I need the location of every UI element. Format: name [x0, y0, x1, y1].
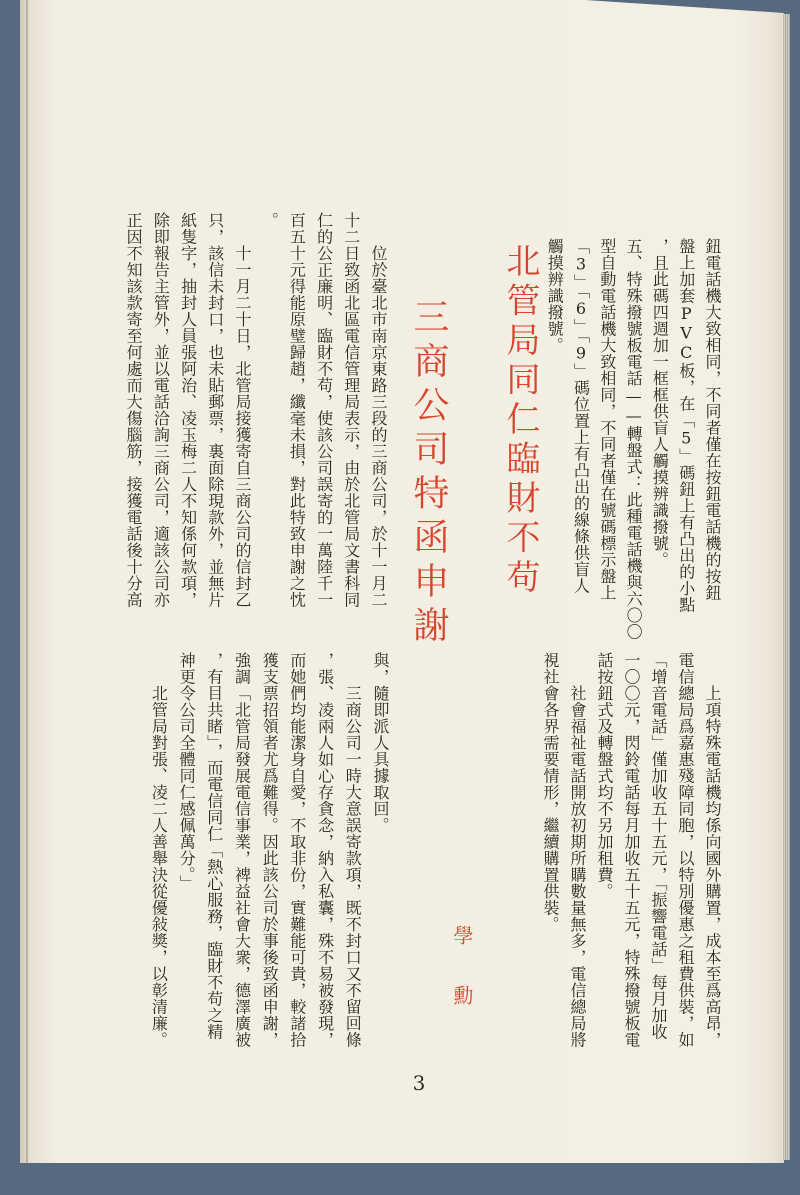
text-column: 五、特殊撥號板電話——轉盤式：此種電話機與六〇〇: [624, 238, 644, 640]
text-column: 一〇〇元，閃鈴電話每月加收五十五元，特殊撥號板電: [622, 652, 641, 1048]
text-column: 觸摸辨識撥號。: [545, 238, 565, 354]
text-column: 「3」「6」「9」碼位置上有凸出的線條供盲人: [571, 238, 591, 594]
text-column: 三商公司一時大意誤寄款項，既不封口又不留回條: [343, 685, 363, 1048]
article-subtitle: 三商公司特函申謝: [408, 298, 449, 650]
text-column: 除即報告主管外，並以電話洽詢三商公司，適該公司亦: [151, 212, 171, 608]
prev-article-upper-text: [541, 238, 725, 640]
article-title: 北管局同仁臨財不苟: [500, 243, 540, 599]
page-gutter: [26, 0, 28, 1163]
text-column: 而她們均能潔身自愛，不取非份，實難能可貴，較諸拾: [287, 652, 307, 1048]
article-lower-text: [145, 652, 394, 1048]
text-column: 位於臺北市南京東路三段的三商公司，於十一月二: [369, 245, 388, 608]
page-number: 3: [412, 1071, 426, 1095]
text-column: 話按鈕式及轉盤式均不另加租費。: [595, 652, 614, 900]
text-column: 神更令公司全體同仁感佩萬分。」: [177, 652, 197, 892]
author-name: 學 勳: [450, 925, 474, 1013]
text-column: ，且此碼四週加一框框供盲人觸摸辨識撥號。: [650, 238, 670, 568]
text-column: 只，該信未封口，也未貼郵票，裏面除現款外，並無片: [205, 212, 225, 608]
text-column: 百五十元得能原璧歸趙，纖毫未損，對此特致申謝之忱: [287, 212, 307, 608]
text-column: 「增音電話」僅加收五十五元，「振響電話」每月加收: [649, 652, 668, 1040]
text-column: 電信總局爲嘉惠殘障同胞，以特別優惠之租費供裝，如: [676, 652, 695, 1048]
prev-article-lower-text: [537, 652, 726, 1048]
text-column: ，張、凌兩人如心存貪念，納入私囊，殊不易被發現，: [315, 652, 335, 1048]
page-edges: [782, 14, 790, 1160]
text-column: ，有目共睹」，而電信同仁「熱心服務，臨財不苟之精: [204, 652, 224, 1040]
text-column: 紙隻字，抽封人員張阿治、凌玉梅二人不知係何款項，: [178, 212, 198, 608]
text-column: 上項特殊電話機均係向國外購置，成本至爲高昂，: [703, 685, 722, 1048]
text-column: 十二日致函北區電信管理局表示，由於北管局文書科同: [341, 212, 361, 608]
text-column: 鈕電話機大致相同，不同者僅在按鈕電話機的按鈕: [703, 238, 722, 601]
text-column: 社會福祉電話開放初期所購數量無多，電信總局將: [568, 685, 587, 1048]
text-column: 獲支票招領者尤爲難得。因此該公司於事後致函申謝，: [260, 652, 280, 1048]
text-column: 仁的公正廉明、臨財不苟，使該公司誤寄的一萬陸千一: [314, 212, 334, 608]
text-column: 十一月二十日，北管局接獲寄自三商公司的信封乙: [232, 245, 252, 608]
text-column: 正因不知該款寄至何處而大傷腦筋，接獲電話後十分高: [124, 212, 144, 608]
text-column: 型自動電話機大致相同，不同者僅在號碼標示盤上: [597, 238, 617, 601]
text-column: 視社會各界需要情形，繼續購置供裝。: [541, 652, 560, 933]
text-column: 盤上加套PVC板，在「5」碼鈕上有凸出的小點: [676, 238, 696, 613]
text-column: 。: [260, 212, 280, 229]
text-column: 與，隨即派人具據取回。: [371, 652, 390, 834]
article-upper-text: [120, 212, 392, 608]
text-column: 北管局對張、凌二人善舉決從優敍獎，以彰清廉。: [149, 685, 169, 1048]
text-column: 強調「北管局發展電信事業，裨益社會大衆，德澤廣被: [232, 652, 252, 1048]
